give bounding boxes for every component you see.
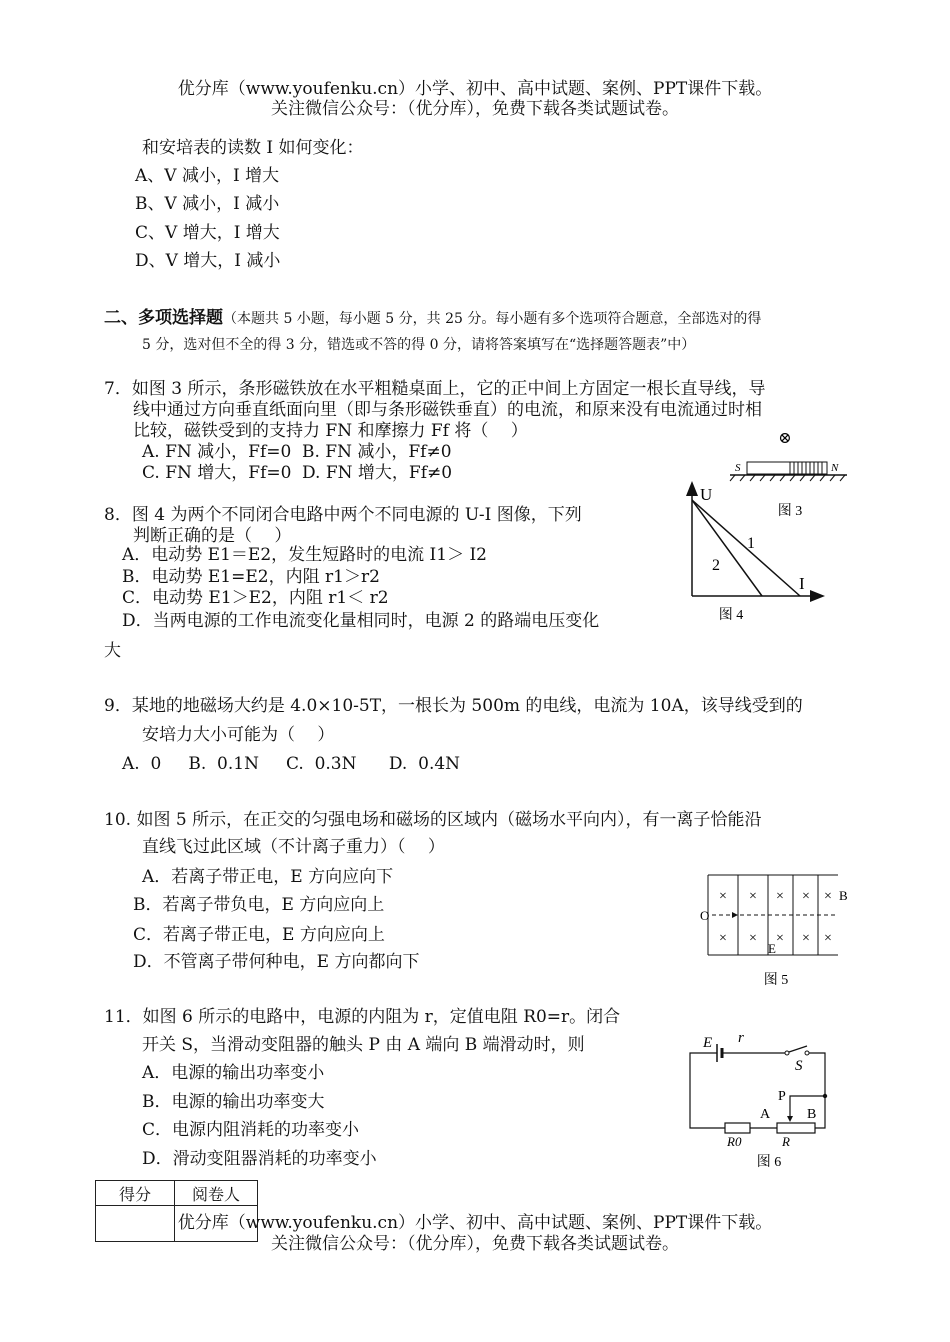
q8-option-d-line-1: D．当两电源的工作电流变化量相同时，电源 2 的路端电压变化 [122,611,600,631]
magnet-s-label: S [735,462,741,474]
footer-line-2: 关注微信公众号：（优分库），免费下载各类试题试卷。 [271,1234,679,1254]
figure-4 [682,478,832,628]
resistor-r0-label: R0 [727,1134,742,1149]
q8-option-a: A．电动势 E1＝E2，发生短路时的电流 I1＞ I2 [122,545,488,565]
figure-3-caption: 图 3 [777,504,803,519]
score-header: 得分 [96,1181,175,1206]
footer-line-1: 优分库（www.youfenku.cn）小学、初中、高中试题、案例、PPT课件下载。 [177,1213,773,1233]
resistor-r0 [725,1123,750,1133]
rheostat-r-label: R [782,1134,790,1149]
svg-text:×: × [824,889,832,904]
svg-text:×: × [719,889,727,904]
q10-line-1: 10. 如图 5 所示，在正交的匀强电场和磁场的区域内（磁场水平向内），有一离子恰能沿 [104,810,762,830]
q10-option-d: D．不管离子带何种电，E 方向都向下 [133,952,420,972]
section-2-title: 二、多项选择题 [104,308,223,328]
q7-line-2: 线中通过方向垂直纸面向里（即与条形磁铁垂直）的电流，和原来没有电流通过时相 [133,400,762,420]
q11-line-2: 开关 S，当滑动变阻器的触头 P 由 A 端向 B 端滑动时，则 [142,1035,585,1055]
q6-option-b: B、V 减小，I 减小 [135,194,280,214]
q9-options: A. 0 B. 0.1N C. 0.3N D. 0.4N [122,754,461,774]
figure-5 [698,872,850,992]
switch-s [789,1046,807,1052]
magnetic-field-crosses [719,889,832,946]
svg-text:×: × [776,889,784,904]
q8-line-1: 8．图 4 为两个不同闭合电路中两个不同电源的 U-I 图像，下列 [104,505,582,525]
line-2-label: 2 [712,557,720,574]
q6-option-c: C、V 增大，I 增大 [135,223,280,243]
switch-s-label: S [795,1058,803,1074]
field-b-label: B [839,888,848,903]
wire-cross-symbol: ⊗ [778,430,792,447]
q10-option-c: C．若离子带正电，E 方向应向上 [133,925,385,945]
figure-6 [685,1028,835,1178]
q7-option-b: B. FN 减小，Ff≠0 [302,442,452,462]
svg-text:×: × [749,889,757,904]
q11-option-b: B．电源的输出功率变大 [142,1092,325,1112]
q7-option-c: C. FN 增大，Ff=0 [142,463,292,483]
u-axis-label: U [700,485,713,504]
slider-p-label: P [778,1089,786,1104]
bar-magnet [747,462,827,474]
q11-option-c: C．电源内阻消耗的功率变小 [142,1120,360,1140]
section-2-heading [104,307,761,330]
q8-line-2: 判断正确的是（ ） [133,526,292,546]
q7-option-d: D. FN 增大，Ff≠0 [302,463,453,483]
line-1-label: 1 [747,535,755,552]
emf-e-label: E [703,1035,713,1051]
q11-line-1: 11．如图 6 所示的电路中，电源的内阻为 r，定值电阻 R0=r。闭合 [104,1007,621,1027]
svg-text:×: × [719,931,727,946]
origin-label: O [700,908,710,923]
figure-4-caption: 图 4 [718,608,744,623]
svg-text:×: × [802,931,810,946]
internal-r-label: r [738,1030,744,1046]
q10-line-2: 直线飞过此区域（不计离子重力）（ ） [142,837,445,857]
q6-stem: 和安培表的读数 I 如何变化： [142,138,364,158]
q7-line-3: 比较，磁铁受到的支持力 FN 和摩擦力 Ff 将（ ） [133,421,528,441]
field-e-label: E [768,941,776,956]
figure-5-caption: 图 5 [763,973,789,988]
q9-line-2: 安培力大小可能为（ ） [142,725,335,745]
q6-option-d: D、V 增大，I 减小 [135,251,281,271]
header-line-2: 关注微信公众号：（优分库），免费下载各类试题试卷。 [271,99,679,119]
svg-text:×: × [802,889,810,904]
terminal-b-label: B [807,1107,817,1122]
q7-line-1: 7．如图 3 所示，条形磁铁放在水平粗糙桌面上，它的正中间上方固定一根长直导线，导 [104,379,766,399]
i-axis-label: I [799,574,805,593]
figure-6-caption: 图 6 [756,1155,782,1170]
magnet-n-label: N [831,462,839,474]
q8-option-b: B．电动势 E1=E2，内阻 r1＞r2 [122,567,380,587]
q10-option-b: B．若离子带负电，E 方向应向上 [133,895,385,915]
q11-option-a: A．电源的输出功率变小 [142,1063,325,1083]
q8-option-d-line-2: 大 [104,641,121,661]
svg-text:×: × [776,931,784,946]
section-2-note-1: （本题共 5 小题，每小题 5 分，共 25 分。每小题有多个选项符合题意，全部选对的得 [223,311,762,327]
circuit-wire-left [690,1053,725,1128]
svg-text:×: × [824,931,832,946]
grader-header: 阅卷人 [175,1181,258,1206]
terminal-a-label: A [760,1107,771,1122]
q8-option-c: C．电动势 E1＞E2，内阻 r1＜ r2 [122,588,389,608]
q6-option-a: A、V 减小，I 增大 [135,166,280,186]
q11-option-d: D．滑动变阻器消耗的功率变小 [142,1149,377,1169]
graph-line-1 [692,500,800,596]
q10-option-a: A．若离子带正电，E 方向应向下 [142,867,394,887]
svg-text:×: × [749,931,757,946]
q7-option-a: A. FN 减小，Ff=0 [142,442,292,462]
rheostat-r [777,1123,815,1133]
header-line-1: 优分库（www.youfenku.cn）小学、初中、高中试题、案例、PPT课件下载。 [177,79,773,99]
section-2-note-2: 5 分，选对但不全的得 3 分，错选或不答的得 0 分，请将答案填写在“选择题答题表”中） [142,337,696,353]
q9-line-1: 9．某地的地磁场大约是 4.0×10-5T，一根长为 500m 的电线，电流为 10A，该导线受到的 [104,696,803,716]
